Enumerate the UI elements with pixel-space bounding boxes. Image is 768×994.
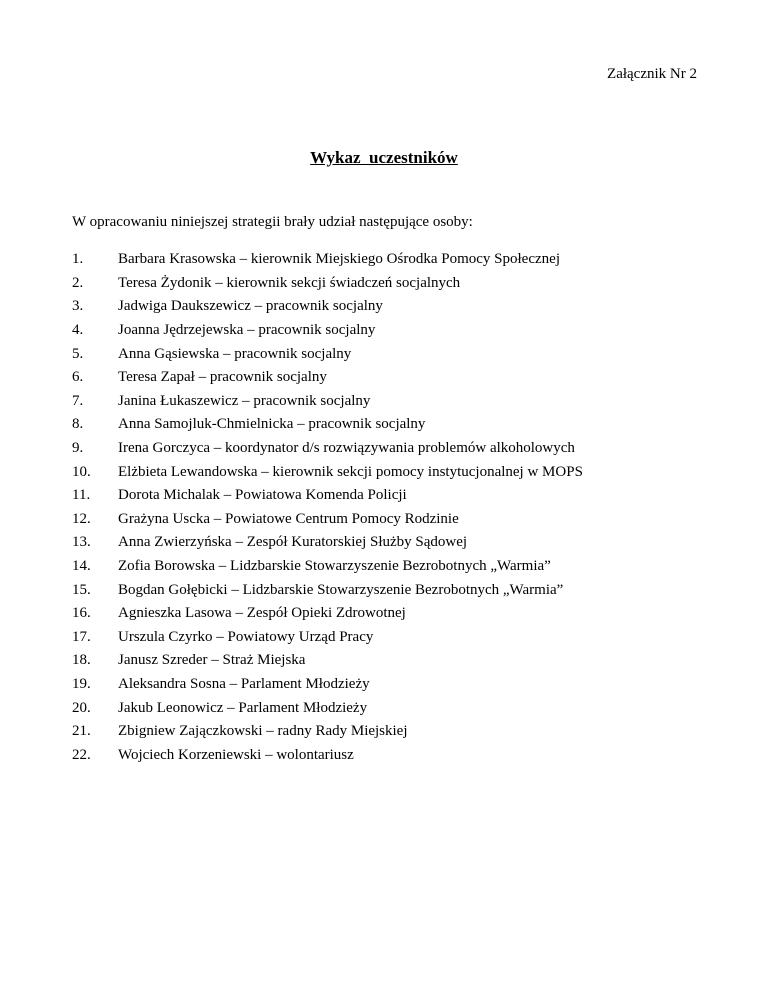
list-item bbox=[72, 460, 712, 484]
item-text: Anna Zwierzyńska – Zespół Kuratorskiej Służby Sądowej bbox=[118, 534, 468, 551]
list-item bbox=[72, 295, 712, 319]
item-number: 18. bbox=[72, 652, 91, 669]
list-item bbox=[72, 508, 712, 532]
list-item bbox=[72, 366, 712, 390]
intro-text: W opracowaniu niniejszej strategii brały udział następujące osoby: bbox=[72, 214, 473, 230]
item-text: Aleksandra Sosna – Parlament Młodzieży bbox=[118, 675, 370, 692]
list-item bbox=[72, 555, 712, 579]
item-text: Anna Gąsiewska – pracownik socjalny bbox=[118, 345, 352, 362]
item-text: Teresa Zapał – pracownik socjalny bbox=[118, 369, 327, 386]
list-item bbox=[72, 319, 712, 343]
list-item bbox=[72, 578, 712, 602]
item-text: Dorota Michalak – Powiatowa Komenda Policji bbox=[118, 487, 407, 504]
list-item bbox=[72, 626, 712, 650]
list-item bbox=[72, 413, 712, 437]
item-number: 13. bbox=[72, 534, 91, 551]
item-text: Janina Łukaszewicz – pracownik socjalny bbox=[118, 392, 371, 409]
item-text: Elżbieta Lewandowska – kierownik sekcji pomocy instytucjonalnej w MOPS bbox=[118, 463, 583, 480]
list-item bbox=[72, 272, 712, 296]
participants-list bbox=[72, 248, 712, 767]
item-number: 14. bbox=[72, 558, 91, 575]
list-item bbox=[72, 342, 712, 366]
list-item bbox=[72, 484, 712, 508]
attachment-label: Załącznik Nr 2 bbox=[607, 66, 697, 82]
item-text: Jadwiga Daukszewicz – pracownik socjalny bbox=[118, 298, 383, 315]
item-number: 11. bbox=[72, 487, 91, 504]
item-number: 21. bbox=[72, 723, 91, 740]
list-item bbox=[72, 696, 712, 720]
item-number: 19. bbox=[72, 675, 91, 692]
item-number: 16. bbox=[72, 605, 91, 622]
list-item bbox=[72, 437, 712, 461]
item-number: 12. bbox=[72, 510, 91, 527]
item-text: Joanna Jędrzejewska – pracownik socjalny bbox=[118, 322, 376, 339]
list-item bbox=[72, 649, 712, 673]
item-text: Agnieszka Lasowa – Zespół Opieki Zdrowotnej bbox=[118, 605, 406, 622]
item-number: 3. bbox=[72, 298, 84, 315]
item-text: Bogdan Gołębicki – Lidzbarskie Stowarzyszenie Bezrobotnych „Warmia” bbox=[118, 581, 564, 598]
item-number: 20. bbox=[72, 699, 91, 716]
item-number: 10. bbox=[72, 463, 91, 480]
list-item bbox=[72, 531, 712, 555]
list-item bbox=[72, 248, 712, 272]
list-item bbox=[72, 673, 712, 697]
item-number: 5. bbox=[72, 345, 84, 362]
item-text: Zbigniew Zajączkowski – radny Rady Miejskiej bbox=[118, 723, 408, 740]
item-text: Wojciech Korzeniewski – wolontariusz bbox=[118, 746, 354, 763]
item-number: 15. bbox=[72, 581, 91, 598]
item-number: 4. bbox=[72, 322, 84, 339]
item-text: Jakub Leonowicz – Parlament Młodzieży bbox=[118, 699, 368, 716]
page-title: Wykaz uczestników bbox=[310, 148, 458, 167]
item-text: Grażyna Uscka – Powiatowe Centrum Pomocy Rodzinie bbox=[118, 510, 459, 527]
item-text: Irena Gorczyca – koordynator d/s rozwiązywania problemów alkoholowych bbox=[118, 440, 575, 457]
item-number: 1. bbox=[72, 251, 84, 268]
item-number: 22. bbox=[72, 746, 91, 763]
list-item bbox=[72, 720, 712, 744]
item-text: Urszula Czyrko – Powiatowy Urząd Pracy bbox=[118, 628, 374, 645]
item-text: Anna Samojluk-Chmielnicka – pracownik socjalny bbox=[118, 416, 426, 433]
list-item bbox=[72, 743, 712, 767]
list-item bbox=[72, 602, 712, 626]
item-text: Barbara Krasowska – kierownik Miejskiego Ośrodka Pomocy Społecznej bbox=[118, 251, 560, 268]
item-text: Janusz Szreder – Straż Miejska bbox=[118, 652, 306, 669]
list-item bbox=[72, 390, 712, 414]
item-number: 9. bbox=[72, 440, 84, 457]
item-number: 7. bbox=[72, 392, 84, 409]
item-number: 17. bbox=[72, 628, 91, 645]
item-number: 2. bbox=[72, 274, 84, 291]
item-text: Teresa Żydonik – kierownik sekcji świadczeń socjalnych bbox=[118, 274, 461, 291]
item-number: 8. bbox=[72, 416, 84, 433]
item-text: Zofia Borowska – Lidzbarskie Stowarzyszenie Bezrobotnych „Warmia” bbox=[118, 558, 551, 575]
item-number: 6. bbox=[72, 369, 84, 386]
